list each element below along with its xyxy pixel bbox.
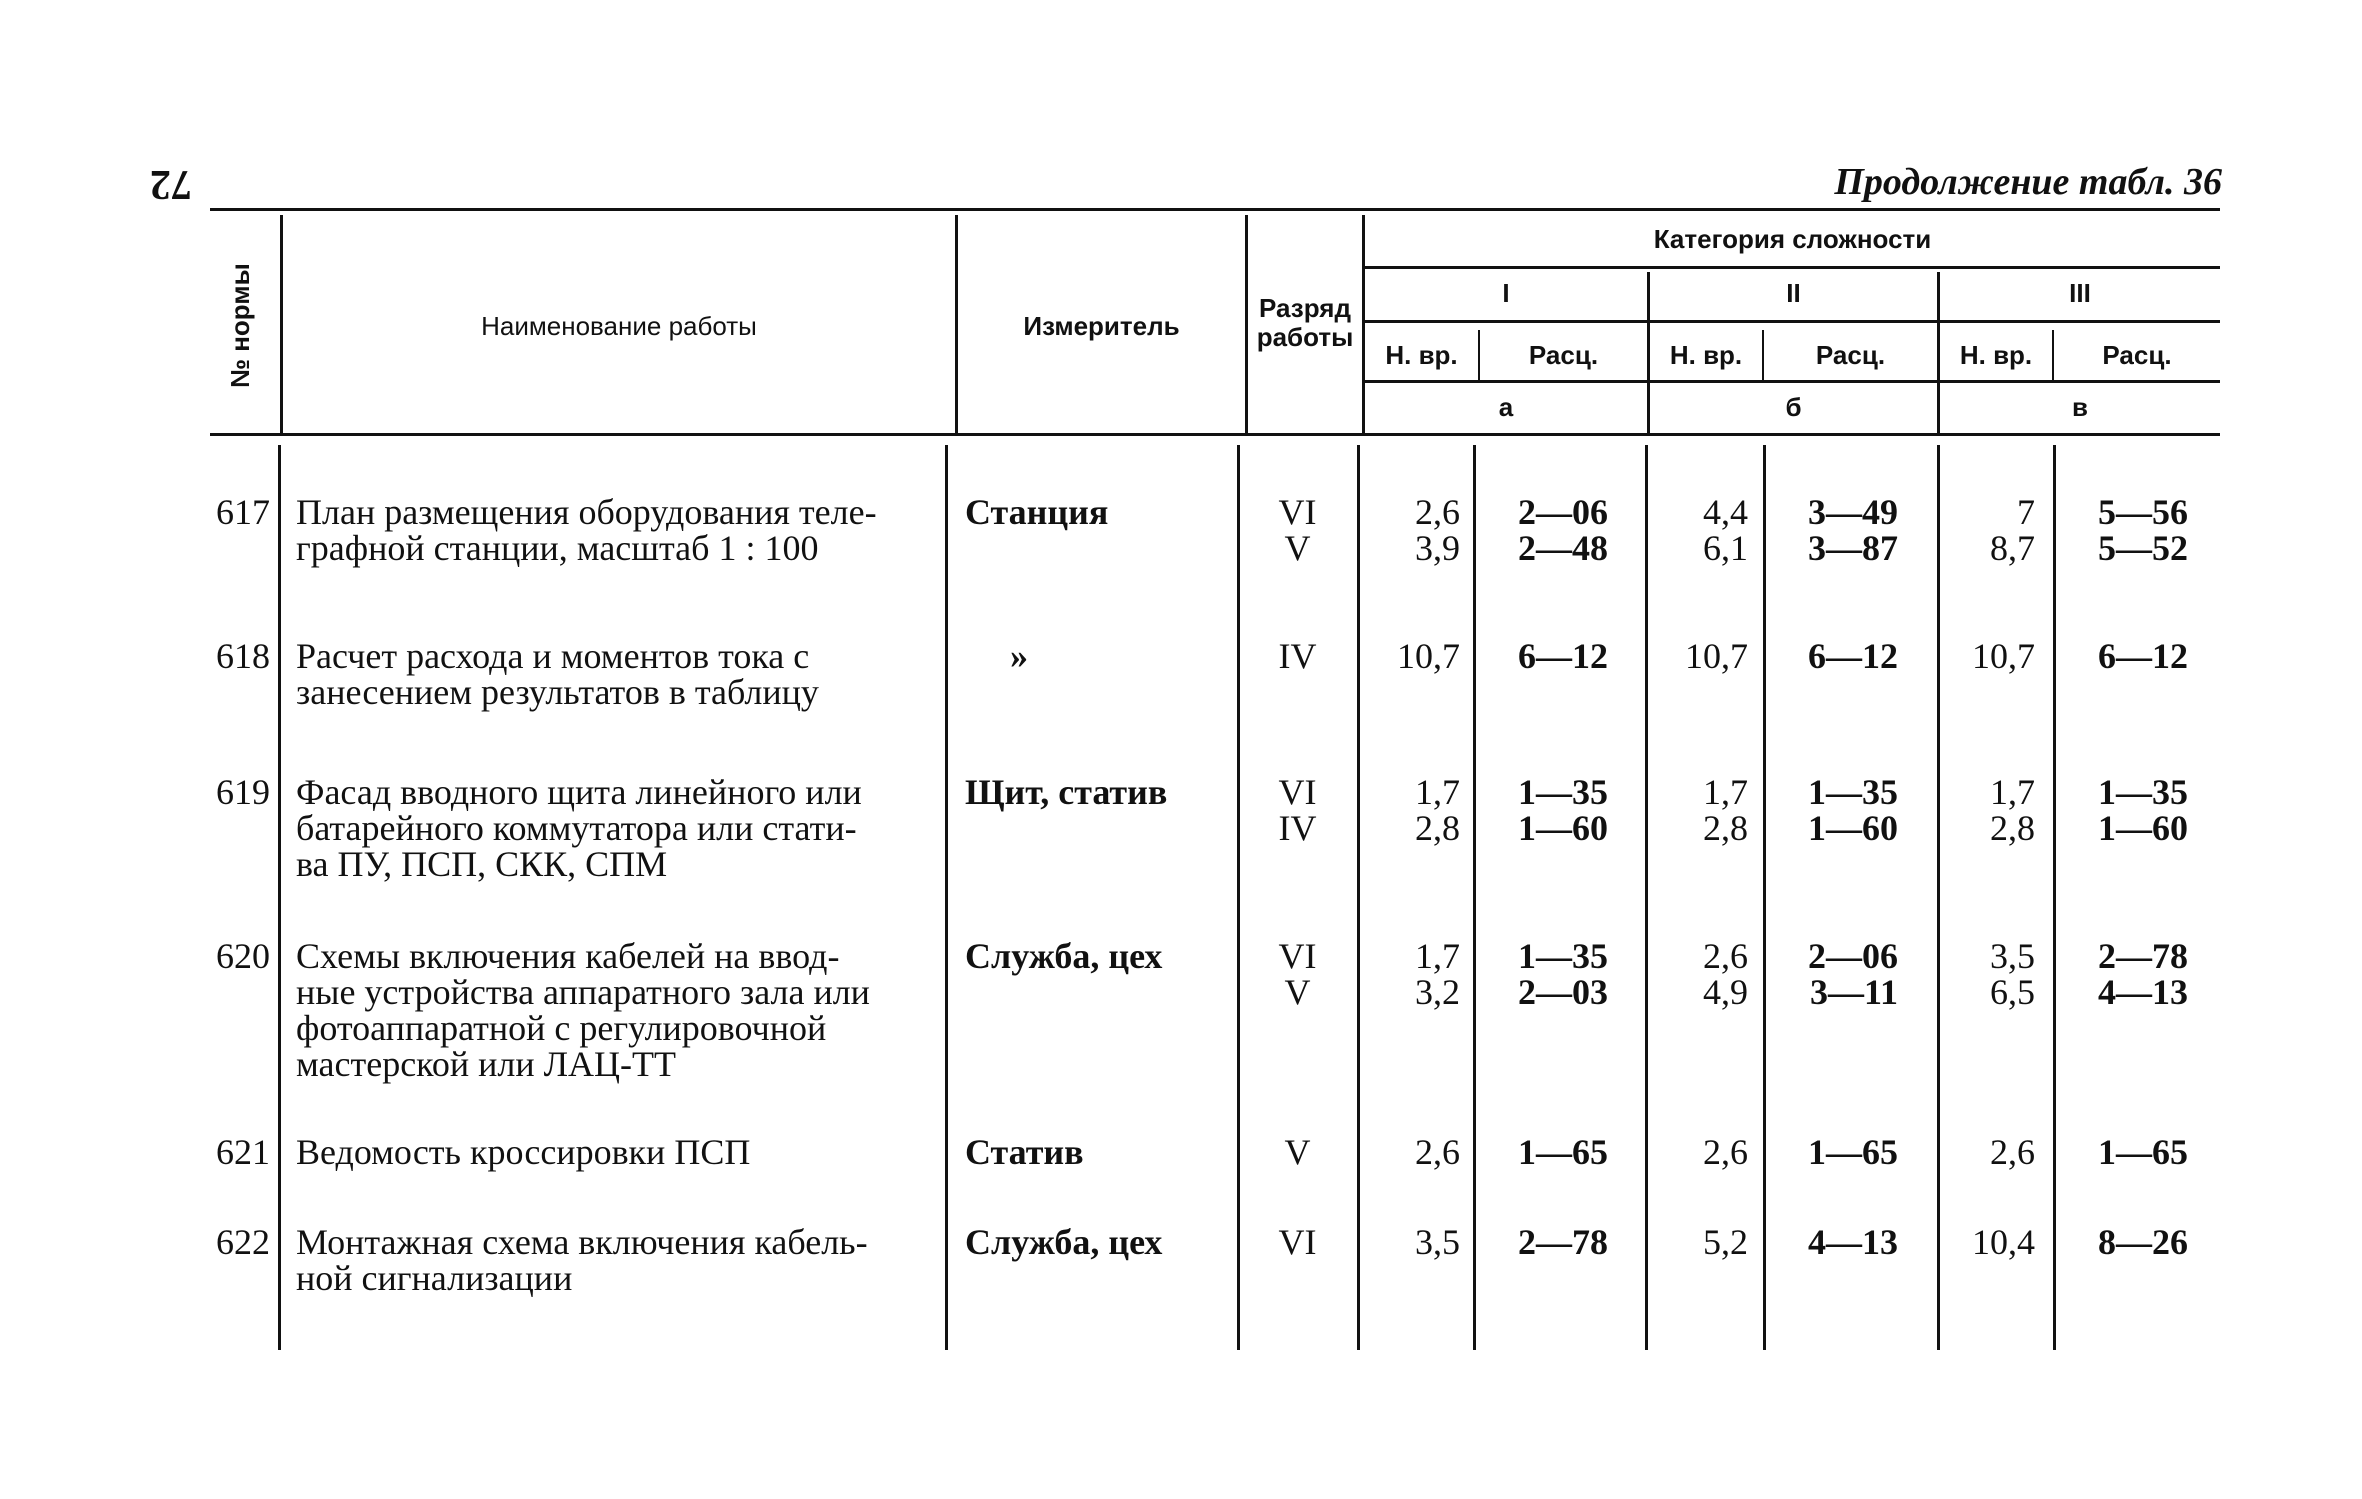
- rate-c: [2070, 638, 2188, 674]
- work-name-line: батарейного коммутатора или стати-: [296, 808, 857, 848]
- time-value: 3,5: [1415, 1222, 1460, 1262]
- grade-value: V: [1284, 1132, 1311, 1172]
- work-name: [296, 774, 936, 882]
- rate-b: [1780, 1134, 1898, 1170]
- work-name-line: Фасад вводного щита линейного или: [296, 772, 862, 812]
- work-name-line: Схемы включения кабелей на ввод-: [296, 936, 840, 976]
- rate-b: [1780, 774, 1898, 846]
- rate-value: 2—78: [2098, 936, 2188, 976]
- time-norm-a: [1380, 774, 1460, 846]
- time-norm-b: [1668, 1224, 1748, 1260]
- rate-value: 6—12: [1518, 636, 1608, 676]
- grade-value: VI: [1278, 936, 1317, 976]
- header-rule: [1362, 266, 2220, 269]
- body-divider: [1473, 445, 1476, 1350]
- time-value: 3,9: [1415, 528, 1460, 568]
- time-value: 10,7: [1397, 636, 1460, 676]
- work-name: [296, 494, 936, 566]
- header-group-roman: III: [2069, 278, 2091, 308]
- rate-value: 3—11: [1809, 972, 1898, 1012]
- rate-b: [1780, 638, 1898, 674]
- header-letter: б: [1785, 392, 1802, 422]
- time-value: 2,6: [1703, 1132, 1748, 1172]
- page-number: 72: [150, 161, 192, 207]
- rate-value: 4—13: [2098, 972, 2188, 1012]
- work-name-line: Ведомость кроссировки ПСП: [296, 1132, 751, 1172]
- rate-value: 5—56: [2098, 492, 2188, 532]
- work-name-line: занесением результатов в таблицу: [296, 672, 819, 712]
- rate-c: [2070, 1134, 2188, 1170]
- time-value: 8,7: [1990, 528, 2035, 568]
- rate-c: [2070, 494, 2188, 566]
- rate-value: 1—65: [1518, 1132, 1608, 1172]
- header-time-norm: Н. вр.: [1959, 340, 2033, 370]
- rate-value: 1—35: [1518, 772, 1608, 812]
- work-name: [296, 638, 936, 710]
- header-rate: Расц.: [1528, 340, 1599, 370]
- time-value: 1,7: [1415, 936, 1460, 976]
- grade-value: VI: [1278, 1222, 1317, 1262]
- norm-number: 622: [216, 1222, 270, 1262]
- grade-value: VI: [1278, 492, 1317, 532]
- time-value: 1,7: [1703, 772, 1748, 812]
- header-norm-number: № нормы: [225, 263, 255, 388]
- time-norm-c: [1945, 1224, 2035, 1260]
- body-divider: [1763, 445, 1766, 1350]
- rate-a: [1490, 774, 1608, 846]
- grade: [1240, 638, 1355, 674]
- header-rule: [1362, 380, 2220, 383]
- time-norm-a: [1370, 638, 1460, 674]
- time-norm-c: [1945, 638, 2035, 674]
- time-value: 2,6: [1990, 1132, 2035, 1172]
- time-value: 2,6: [1415, 1132, 1460, 1172]
- time-value: 6,5: [1990, 972, 2035, 1012]
- header-grade-line2: работы: [1256, 322, 1354, 352]
- rate-b: [1780, 938, 1898, 1010]
- rate-value: 1—60: [1808, 808, 1898, 848]
- grade: [1240, 1134, 1355, 1170]
- norm-number: 619: [216, 772, 270, 812]
- time-value: 7: [2017, 492, 2035, 532]
- time-norm-b: [1668, 938, 1748, 1010]
- rate-value: 1—65: [1808, 1132, 1898, 1172]
- time-norm-b: [1668, 774, 1748, 846]
- time-norm-b: [1668, 494, 1748, 566]
- time-value: 3,5: [1990, 936, 2035, 976]
- time-norm-b: [1668, 1134, 1748, 1170]
- rate-value: 8—26: [2098, 1222, 2188, 1262]
- work-name-line: Монтажная схема включения кабель-: [296, 1222, 868, 1262]
- work-name-line: План размещения оборудования теле-: [296, 492, 877, 532]
- rate-value: 1—35: [1808, 772, 1898, 812]
- rate-a: [1490, 494, 1608, 566]
- time-norm-c: [1955, 1134, 2035, 1170]
- rate-value: 6—12: [2098, 636, 2188, 676]
- rate-value: 1—65: [2098, 1132, 2188, 1172]
- time-norm-b: [1658, 638, 1748, 674]
- header-group-roman: I: [1502, 278, 1510, 308]
- rate-a: [1490, 638, 1608, 674]
- norm-number: 618: [216, 636, 270, 676]
- time-norm-c: [1955, 774, 2035, 846]
- header-time-norm: Н. вр.: [1385, 340, 1458, 370]
- header-grade-line1: Разряд: [1259, 293, 1351, 323]
- rate-value: 2—03: [1518, 972, 1608, 1012]
- rate-value: 6—12: [1808, 636, 1898, 676]
- time-value: 4,4: [1703, 492, 1748, 532]
- rate-a: [1490, 938, 1608, 1010]
- rate-a: [1490, 1134, 1608, 1170]
- grade-value: IV: [1278, 808, 1317, 848]
- header-letter: а: [1498, 392, 1514, 422]
- rate-value: 4—13: [1808, 1222, 1898, 1262]
- time-value: 10,7: [1972, 636, 2035, 676]
- rate-c: [2070, 774, 2188, 846]
- norm-number: 621: [216, 1132, 270, 1172]
- body-divider: [945, 445, 948, 1350]
- time-value: 2,8: [1703, 808, 1748, 848]
- header-work-name: Наименование работы: [481, 311, 757, 341]
- header-rule: [1362, 320, 2220, 323]
- work-name-line: ной сигнализации: [296, 1258, 573, 1298]
- rate-value: 3—87: [1808, 528, 1898, 568]
- rate-value: 2—48: [1518, 528, 1608, 568]
- rate-value: 1—35: [1518, 936, 1608, 976]
- time-value: 2,8: [1415, 808, 1460, 848]
- header-time-norm: Н. вр.: [1669, 340, 1743, 370]
- grade-value: IV: [1278, 636, 1317, 676]
- measure: Статив: [965, 1132, 1084, 1172]
- rate-b: [1780, 494, 1898, 566]
- grade: [1240, 938, 1355, 1010]
- body-divider: [1237, 445, 1240, 1350]
- time-norm-a: [1380, 494, 1460, 566]
- time-value: 3,2: [1415, 972, 1460, 1012]
- body-divider: [2053, 445, 2056, 1350]
- time-value: 5,2: [1703, 1222, 1748, 1262]
- header-rate: Расц.: [1815, 340, 1886, 370]
- time-value: 1,7: [1415, 772, 1460, 812]
- table-continuation-title: Продолжение табл. 36: [1834, 161, 2222, 203]
- measure: Станция: [965, 492, 1109, 532]
- header-complexity-category: Категория сложности: [1653, 224, 1932, 254]
- norm-number: 617: [216, 492, 270, 532]
- work-name-line: фотоаппаратной с регулировочной: [296, 1008, 827, 1048]
- body-divider: [1357, 445, 1360, 1350]
- rate-value: 1—35: [2098, 772, 2188, 812]
- work-name-line: графной станции, масштаб 1 : 100: [296, 528, 819, 568]
- time-value: 2,6: [1703, 936, 1748, 976]
- body-divider: [1645, 445, 1648, 1350]
- work-name-line: ные устройства аппаратного зала или: [296, 972, 870, 1012]
- time-norm-a: [1380, 1224, 1460, 1260]
- header-group-roman: II: [1786, 278, 1801, 308]
- time-value: 10,4: [1972, 1222, 2035, 1262]
- measure: Служба, цех: [965, 936, 1163, 976]
- time-value: 1,7: [1990, 772, 2035, 812]
- work-name-line: Расчет расхода и моментов тока с: [296, 636, 810, 676]
- time-norm-a: [1380, 938, 1460, 1010]
- work-name: [296, 1224, 936, 1296]
- rate-b: [1780, 1224, 1898, 1260]
- rate-c: [2070, 938, 2188, 1010]
- header-letter: в: [2072, 392, 2088, 422]
- grade-value: V: [1284, 972, 1311, 1012]
- grade-value: VI: [1278, 772, 1317, 812]
- time-value: 10,7: [1685, 636, 1748, 676]
- work-name-line: ва ПУ, ПСП, СКК, СПМ: [296, 844, 668, 884]
- table-top-rule: [210, 208, 2220, 211]
- rate-a: [1490, 1224, 1608, 1260]
- norm-number: 620: [216, 936, 270, 976]
- time-value: 2,8: [1990, 808, 2035, 848]
- grade: [1240, 494, 1355, 566]
- grade-value: V: [1284, 528, 1311, 568]
- rate-value: 2—06: [1518, 492, 1608, 532]
- measure: Служба, цех: [965, 1222, 1163, 1262]
- header-rate: Расц.: [2102, 340, 2172, 370]
- grade: [1240, 774, 1355, 846]
- grade: [1240, 1224, 1355, 1260]
- time-norm-a: [1380, 1134, 1460, 1170]
- time-norm-c: [1955, 494, 2035, 566]
- measure: »: [1010, 636, 1028, 676]
- rate-value: 1—60: [1518, 808, 1608, 848]
- work-name: [296, 1134, 936, 1170]
- rate-value: 2—78: [1518, 1222, 1608, 1262]
- time-norm-c: [1955, 938, 2035, 1010]
- rate-value: 3—49: [1808, 492, 1898, 532]
- time-value: 6,1: [1703, 528, 1748, 568]
- measure: Щит, статив: [965, 772, 1168, 812]
- time-value: 2,6: [1415, 492, 1460, 532]
- time-value: 4,9: [1703, 972, 1748, 1012]
- work-name: [296, 938, 936, 1082]
- header-measure: Измеритель: [1023, 311, 1180, 341]
- rate-value: 2—06: [1808, 936, 1898, 976]
- rate-value: 5—52: [2098, 528, 2188, 568]
- body-divider: [1937, 445, 1940, 1350]
- header-bottom-rule: [210, 433, 2220, 436]
- body-divider: [278, 445, 281, 1350]
- rate-c: [2070, 1224, 2188, 1260]
- rate-value: 1—60: [2098, 808, 2188, 848]
- work-name-line: мастерской или ЛАЦ-ТТ: [296, 1044, 676, 1084]
